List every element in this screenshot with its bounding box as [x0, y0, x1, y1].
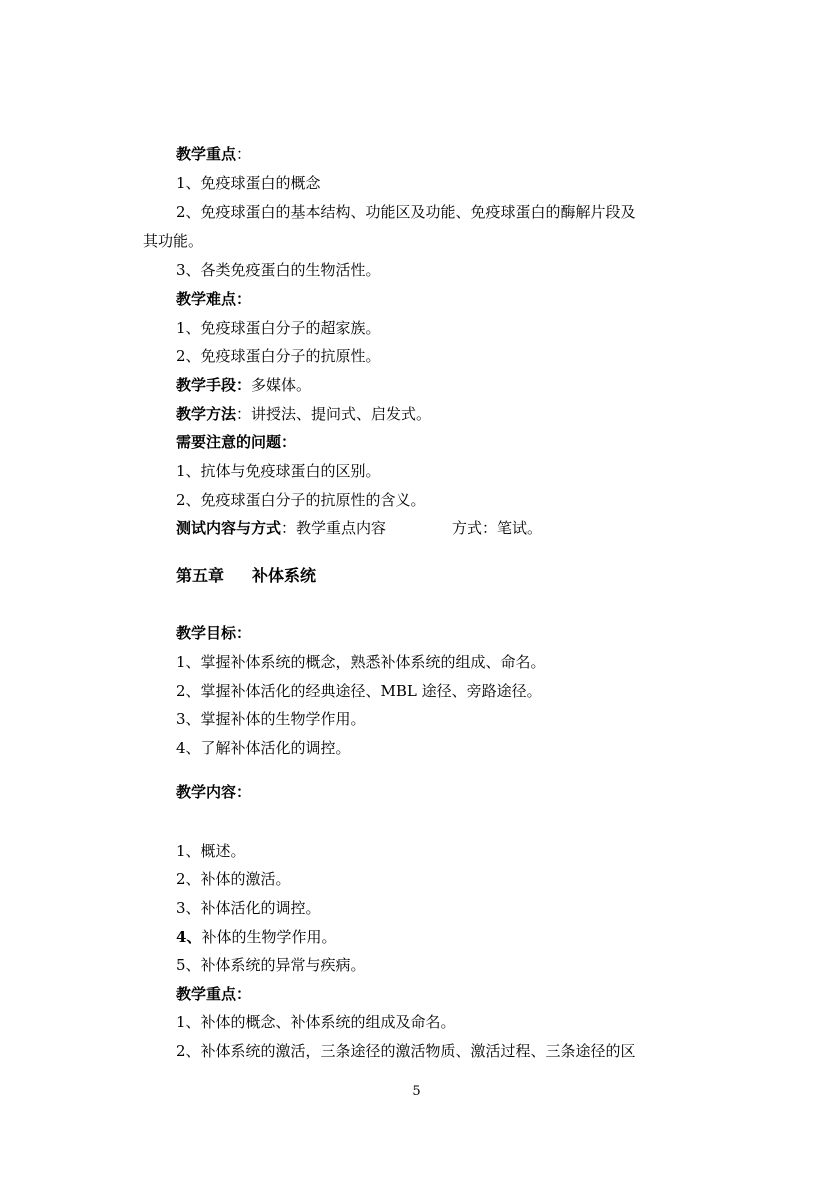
teaching-means-label: 教学手段： [176, 376, 252, 394]
key-points-heading-colon: ： [236, 145, 252, 163]
key-points-heading-2: 教学重点： [176, 985, 252, 1003]
attention-1: 1、抗体与免疫球蛋白的区别。 [176, 462, 381, 480]
attention-heading: 需要注意的问题： [176, 433, 297, 451]
content-1: 1、概述。 [176, 842, 246, 860]
key-point-2-continued: 其功能。 [143, 232, 204, 250]
objective-4: 4、了解补体活化的调控。 [176, 739, 351, 757]
difficulty-1: 1、免疫球蛋白分子的超家族。 [176, 319, 381, 337]
teaching-methods [176, 404, 431, 424]
key-point-2: 2、免疫球蛋白的基本结构、功能区及功能、免疫球蛋白的酶解片段及 [176, 203, 636, 221]
objective-3: 3、掌握补体的生物学作用。 [176, 710, 366, 728]
key-points-heading-label: 教学重点 [176, 145, 237, 163]
key-point-2-2: 2、补体系统的激活，三条途径的激活物质、激活过程、三条途径的区 [176, 1042, 636, 1060]
key-point-2-1: 1、补体的概念、补体系统的组成及命名。 [176, 1013, 456, 1031]
test-content: ：教学重点内容 [281, 519, 387, 537]
objectives-heading: 教学目标： [176, 624, 252, 642]
content-3: 3、补体活化的调控。 [176, 899, 321, 917]
page-number: 5 [412, 1084, 421, 1099]
teaching-means-value: 多媒体。 [251, 376, 312, 394]
chapter-title: 补体系统 [252, 566, 317, 585]
difficulty-2: 2、免疫球蛋白分子的抗原性。 [176, 347, 381, 365]
objective-1: 1、掌握补体系统的概念，熟悉补体系统的组成、命名。 [176, 653, 546, 671]
attention-2: 2、免疫球蛋白分子的抗原性的含义。 [176, 491, 426, 509]
content-2: 2、补体的激活。 [176, 870, 291, 888]
content-5: 5、补体系统的异常与疾病。 [176, 956, 366, 974]
key-points-heading [176, 144, 251, 164]
key-point-1: 1、免疫球蛋白的概念 [176, 174, 321, 192]
content-heading: 教学内容： [176, 783, 252, 801]
teaching-methods-label: 教学方法 [176, 405, 237, 423]
test-method: 方式：笔试。 [452, 519, 543, 537]
objective-2: 2、掌握补体活化的经典途径、MBL 途径、旁路途径。 [176, 682, 542, 700]
chapter-heading [176, 566, 316, 586]
content-4-number: 4、 [176, 928, 202, 946]
chapter-number: 第五章 [176, 566, 225, 585]
test-method-line [176, 518, 542, 538]
content-4-text: 补体的生物学作用。 [201, 928, 337, 946]
test-label: 测试内容与方式 [176, 519, 282, 537]
teaching-methods-value: ：讲授法、提问式、启发式。 [236, 405, 432, 423]
key-point-3: 3、各类免疫蛋白的生物活性。 [176, 261, 381, 279]
difficulties-heading: 教学难点： [176, 290, 252, 308]
teaching-means [176, 375, 311, 395]
content-4 [176, 927, 336, 947]
